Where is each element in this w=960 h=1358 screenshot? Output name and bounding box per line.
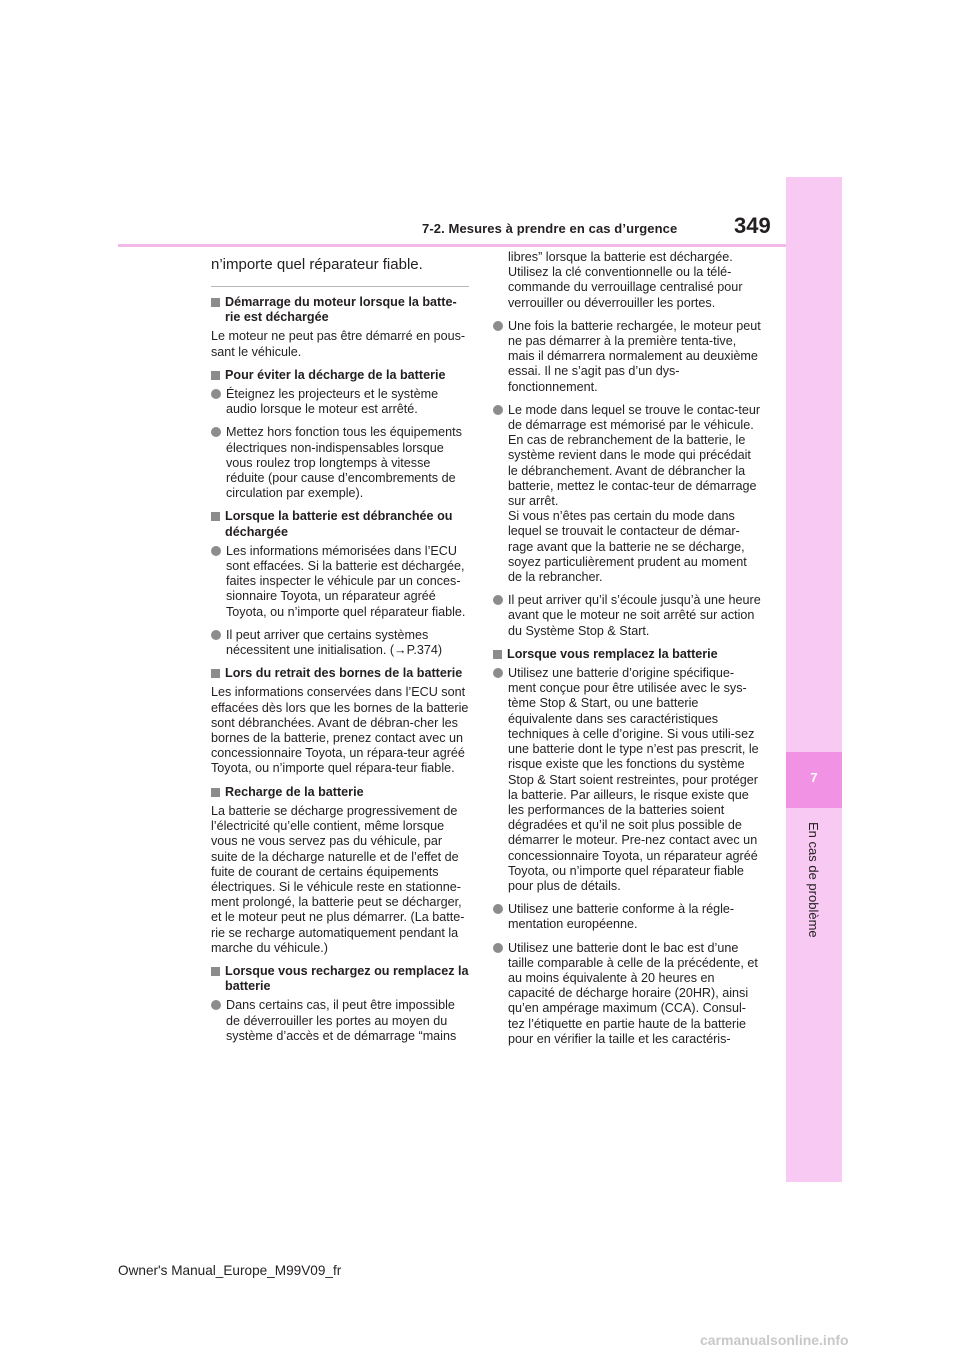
- section-heading: Lorsque vous remplacez la batterie: [493, 647, 761, 662]
- section-heading: Démarrage du moteur lorsque la batte-rie est déchargée: [211, 295, 469, 325]
- list-item: Une fois la batterie rechargée, le moteur peut ne pas démarrer à la première tenta-tive, mais il démarrera normalement au deuxième essai. Il ne s’agit pas d’un dys-fonctionnement.: [493, 319, 761, 395]
- circle-bullet-icon: [493, 405, 503, 415]
- lead-text: n’importe quel réparateur fiable.: [211, 256, 423, 273]
- square-bullet-icon: [211, 669, 220, 678]
- divider: [211, 286, 469, 287]
- circle-bullet-icon: [493, 595, 503, 605]
- list-item: Utilisez une batterie dont le bac est d’une taille comparable à celle de la précédente, et au moins équivalente à 20 heures en capacité de décharge horaire (20HR), ainsi qu’en ampérage maximum (CCA). Consul-tez l’étiquette en partie haute de la batterie pour en vérifier la taille et les caractéris-: [493, 941, 761, 1047]
- list-item: Mettez hors fonction tous les équipements électriques non-indispensables lorsque vous roulez trop longtemps à vitesse réduite (pour cause d’encombrements de circulation par exemple).: [211, 425, 469, 501]
- section-heading: Lorsque la batterie est débranchée ou déchargée: [211, 509, 469, 539]
- list-item: Le mode dans lequel se trouve le contac-teur de démarrage est mémorisé par le véhicule. En cas de rebranchement de la batterie, le système revient dans le mode qui précédait le débranchement. Avant de débrancher la batterie, mettez le contac-teur de démarrage sur arrêt. Si vous n’êtes pas certain du mode dans lequel se trouvait le contacteur de démar-rage avant que la batterie ne se décharge, soyez particulièrement prudent au moment de la rebrancher.: [493, 403, 761, 585]
- square-bullet-icon: [211, 967, 220, 976]
- list-item: Dans certains cas, il peut être impossible de déverrouiller les portes au moyen du système d’accès et de démarrage “mains: [211, 998, 469, 1044]
- circle-bullet-icon: [493, 904, 503, 914]
- square-bullet-icon: [211, 788, 220, 797]
- circle-bullet-icon: [211, 389, 221, 399]
- list-item: Il peut arriver que certains systèmes nécessitent une initialisation. (→P.374): [211, 628, 469, 658]
- list-item: Utilisez une batterie conforme à la régle-mentation européenne.: [493, 902, 761, 932]
- chapter-side-tab: [786, 177, 842, 1182]
- square-bullet-icon: [493, 650, 502, 659]
- page-number: 349: [734, 213, 771, 238]
- list-item: Éteignez les projecteurs et le système audio lorsque le moteur est arrêté.: [211, 387, 469, 417]
- circle-bullet-icon: [493, 321, 503, 331]
- chapter-label: En cas de problème: [806, 822, 821, 938]
- list-item: Utilisez une batterie d’origine spécifique-ment conçue pour être utilisée avec le sys-tème Stop & Start, ou une batterie équivalente dans ses caractéristiques techniques à celle d’origine. Si vous utili-sez une batterie dont le type n’est pas prescrit, le risque existe que les fonctions du système Stop & Start soient restreintes, pour protéger la batterie. Par ailleurs, le risque existe que les performances de la batteries soient dégradées et qu’il ne soit plus possible de démarrer le moteur. Pre-nez contact avec un concessionnaire Toyota, un réparateur agréé Toyota, ou n’importe quel réparateur fiable pour plus de détails.: [493, 666, 761, 894]
- header-rule: [118, 244, 786, 247]
- section-heading: Lorsque vous rechargez ou remplacez la batterie: [211, 964, 469, 994]
- section-title: 7-2. Mesures à prendre en cas d’urgence: [422, 221, 678, 236]
- circle-bullet-icon: [211, 1000, 221, 1010]
- circle-bullet-icon: [211, 630, 221, 640]
- list-item: Il peut arriver qu’il s’écoule jusqu’à une heure avant que le moteur ne soit arrêté sur action du Système Stop & Start.: [493, 593, 761, 639]
- section-heading: Lors du retrait des bornes de la batterie: [211, 666, 469, 681]
- square-bullet-icon: [211, 371, 220, 380]
- chapter-number: 7: [810, 770, 818, 785]
- section-heading: Pour éviter la décharge de la batterie: [211, 368, 469, 383]
- section-heading: Recharge de la batterie: [211, 785, 469, 800]
- paragraph: libres” lorsque la batterie est déchargée. Utilisez la clé conventionnelle ou la télé-commande du verrouillage centralisé pour verrouiller ou déverrouiller les portes.: [508, 250, 743, 310]
- right-column: [493, 250, 761, 1055]
- circle-bullet-icon: [211, 427, 221, 437]
- paragraph: La batterie se décharge progressivement de l’électricité qu’elle contient, même lorsque vous ne vous servez pas du véhicule, par suite de la décharge naturelle et de l’effet de fuite de courant de certains équipements électriques. Si le véhicule reste en stationne-ment prolongé, la batterie peut se décharger, et le moteur peut ne plus démarrer. (La batte-rie se recharge automatiquement pendant la marche du véhicule.): [211, 803, 465, 955]
- left-column: [211, 250, 469, 1052]
- list-item: Les informations mémorisées dans l’ECU sont effacées. Si la batterie est déchargée, faites inspecter le véhicule par un conces-sionnaire Toyota, un réparateur agréé Toyota, ou n’importe quel réparateur fiable.: [211, 544, 469, 620]
- square-bullet-icon: [211, 298, 220, 307]
- circle-bullet-icon: [211, 546, 221, 556]
- paragraph: Le moteur ne peut pas être démarré en pous-sant le véhicule.: [211, 329, 466, 359]
- circle-bullet-icon: [493, 943, 503, 953]
- circle-bullet-icon: [493, 668, 503, 678]
- watermark: carmanualsonline.info: [700, 1332, 849, 1348]
- paragraph: Les informations conservées dans l’ECU sont effacées dès lors que les bornes de la batterie sont débranchées. Avant de débran-cher les bornes de la batterie, prenez contact avec un concessionnaire Toyota, un répara-teur agréé Toyota, ou n’importe quel répara-teur fiable.: [211, 685, 469, 776]
- square-bullet-icon: [211, 512, 220, 521]
- manual-id-footer: Owner's Manual_Europe_M99V09_fr: [118, 1263, 342, 1278]
